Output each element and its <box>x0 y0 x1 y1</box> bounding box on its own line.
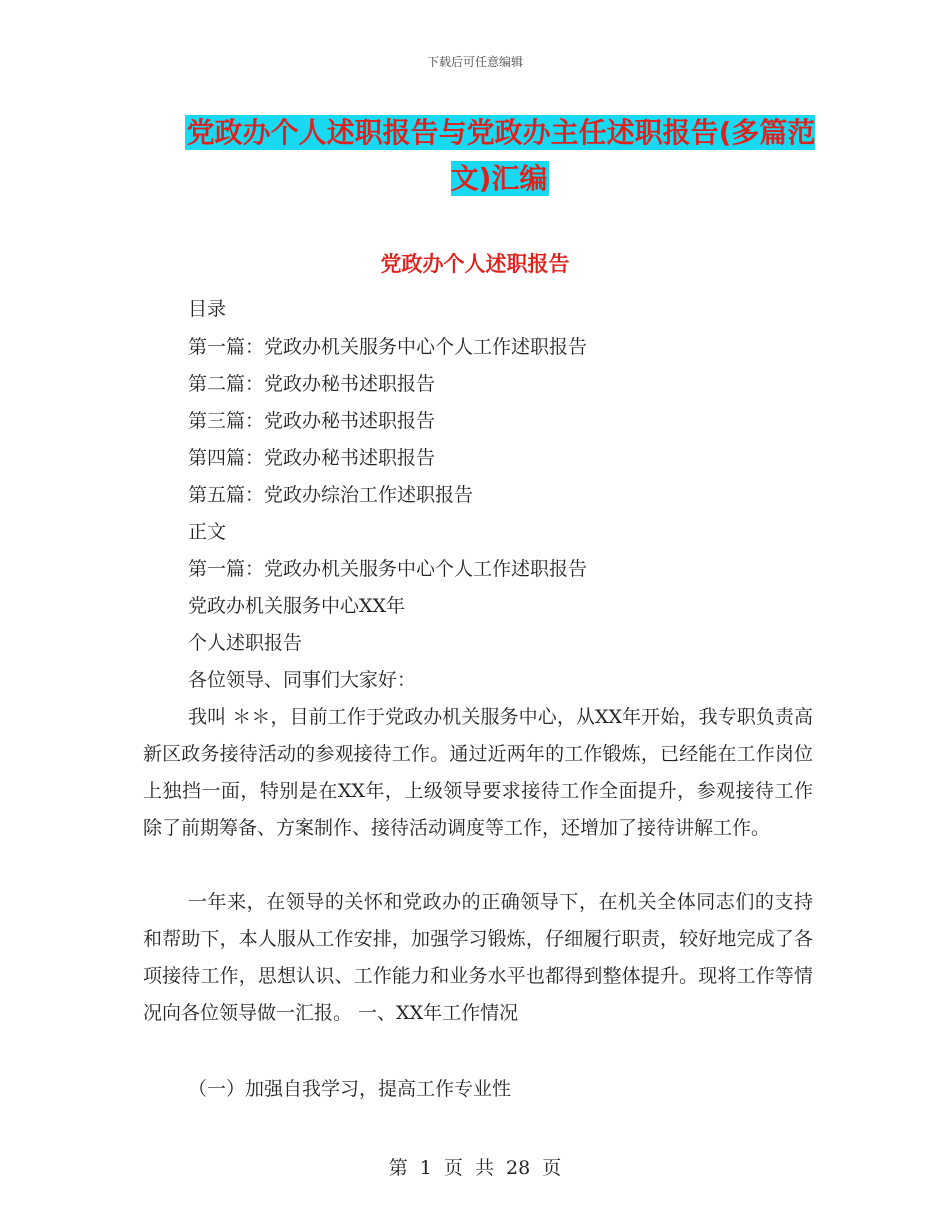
toc-item-3: 第三篇：党政办秘书述职报告 <box>188 410 436 432</box>
article-title: 第一篇：党政办机关服务中心个人工作述职报告 <box>188 558 588 580</box>
greeting: 各位领导、同事们大家好： <box>188 669 417 691</box>
toc-heading: 目录 <box>188 298 227 320</box>
document-title <box>180 110 820 202</box>
body-paragraph-1: 我叫 ＊＊，目前工作于党政办机关服务中心，从XX年开始，我专职负责高新区政务接待活动的参观接待工作。通过近两年的工作锻炼，已经能在工作岗位上独挡一面，特别是在XX年，上级领导要求接待工作全面提升，参观接待工作除了前期筹备、方案制作、接待活动调度等工作，还增加了接待讲解工作。 <box>143 706 813 839</box>
report-line: 个人述职报告 <box>188 632 303 654</box>
header-note: 下载后可任意编辑 <box>426 55 523 69</box>
subheading: （一）加强自我学习，提高工作专业性 <box>188 1078 512 1100</box>
page-footer: 第 1 页 共 28 页 <box>388 1157 562 1179</box>
body-paragraph-2: 一年来，在领导的关怀和党政办的正确领导下，在机关全体同志们的支持和帮助下，本人服从工作安排，加强学习锻炼，仔细履行职责，较好地完成了各项接待工作，思想认识、工作能力和业务水平也都得到整体提升。现将工作等情况向各位领导做一汇报。 一、XX年工作情况 <box>143 891 813 1024</box>
toc-item-5: 第五篇：党政办综治工作述职报告 <box>188 484 474 506</box>
org-line: 党政办机关服务中心XX年 <box>188 595 406 617</box>
document-title-text: 党政办个人述职报告与党政办主任述职报告(多篇范文)汇编 <box>186 116 816 195</box>
toc-item-1: 第一篇：党政办机关服务中心个人工作述职报告 <box>188 336 588 358</box>
section-title: 党政办个人述职报告 <box>380 252 570 276</box>
toc-item-2: 第二篇：党政办秘书述职报告 <box>188 373 436 395</box>
toc-item-4: 第四篇：党政办秘书述职报告 <box>188 447 436 469</box>
body-section-label: 正文 <box>188 521 227 543</box>
